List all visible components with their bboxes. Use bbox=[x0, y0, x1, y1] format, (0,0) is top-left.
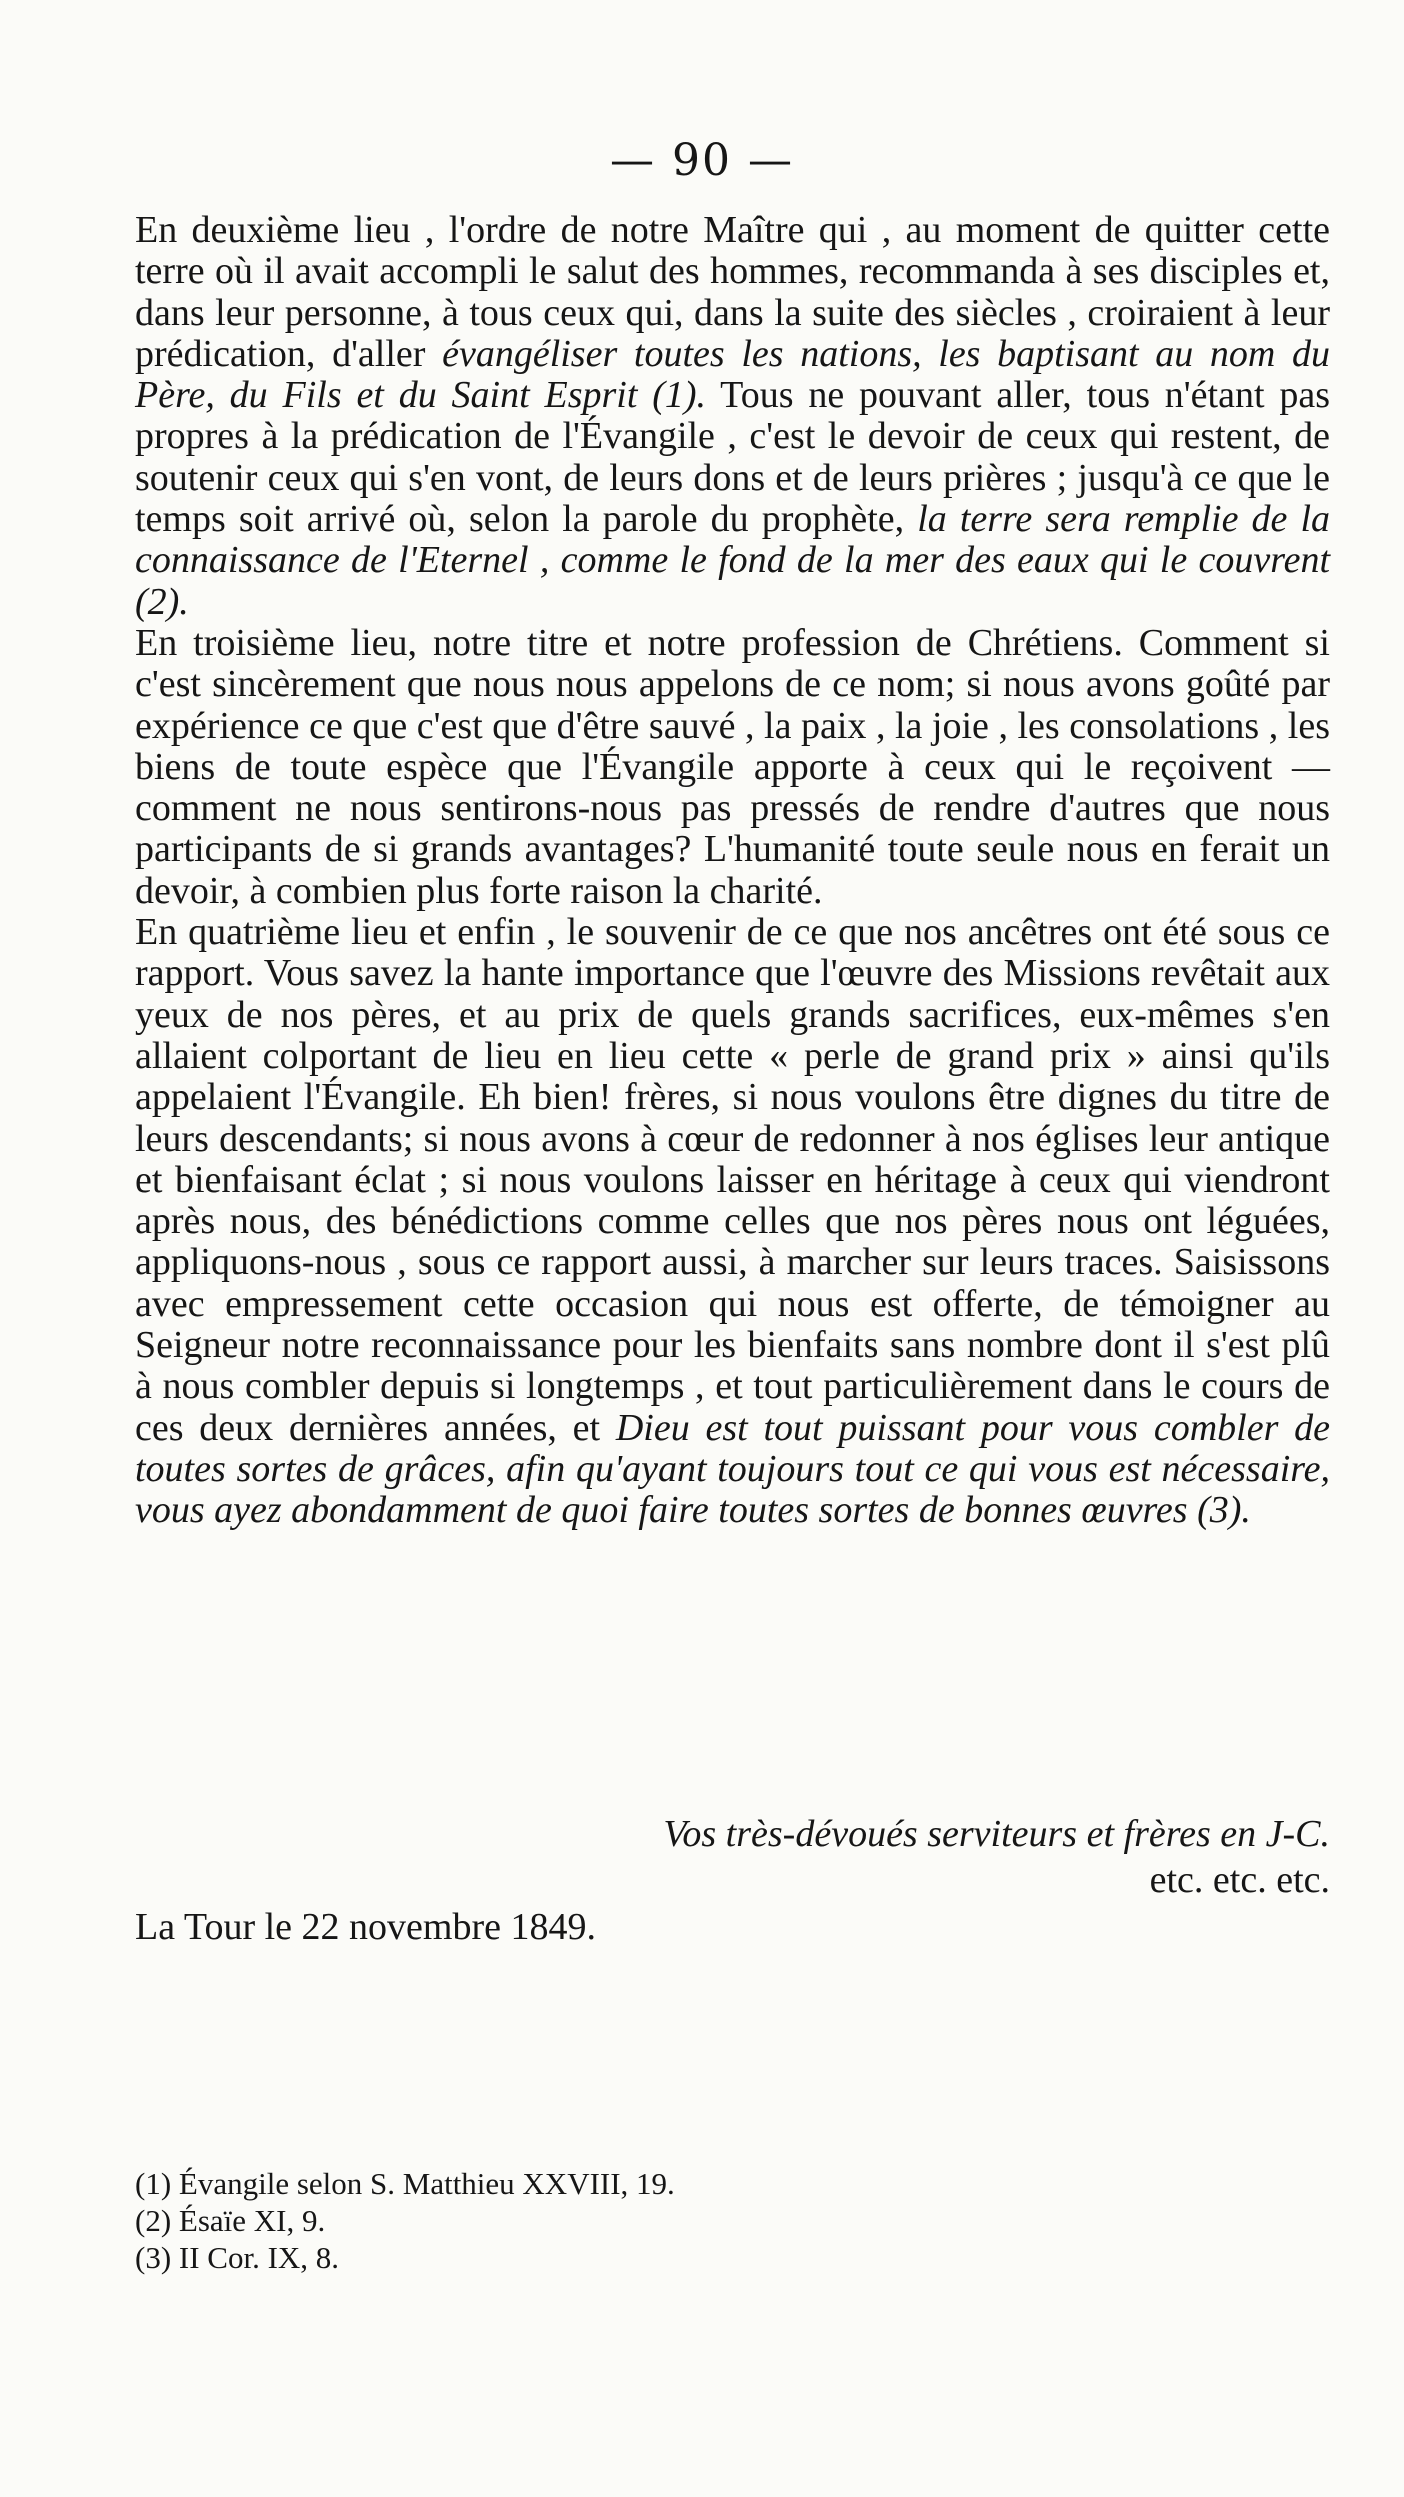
footnote: (3) II Cor. IX, 8. bbox=[135, 2240, 340, 2275]
footnote: (1) Évangile selon S. Matthieu XXVIII, 19. bbox=[135, 2166, 675, 2201]
page-number: — 90 — bbox=[610, 135, 794, 186]
text-segment: En troisième lieu, notre titre et notre profession de Chrétiens. Comment si c'est sincèrement que nous nous appelons de ce nom; si nous avons goûté par expérience ce que c'est que d'être sauvé , la paix , la joie , les consolations , les biens de toute espèce que l'Évangile apporte à ceux qui le reçoivent — comment ne nous sentirons-nous pas pressés de rendre d'autres que nous participants de si grands avantages? L'humanité toute seule nous en ferait un devoir, à combien plus forte raison la charité. bbox=[135, 621, 1330, 912]
footnotes bbox=[135, 2165, 675, 2276]
text-segment: En quatrième lieu et enfin , le souvenir de ce que nos ancêtres ont été sous ce rapport. Vous savez la hante importance que l'œuvre des Missions revêtait aux yeux de nos pères, et au prix de quels grands sacrifices, eux-mêmes s'en allaient colportant de lieu en lieu cette « perle de grand prix » ainsi qu'ils appelaient l'Évangile. Eh bien! frères, si nous voulons être dignes du titre de leurs descendants; si nous avons à cœur de redonner à nos églises leur antique et bienfaisant éclat ; si nous voulons laisser en héritage à ceux qui viendront après nous, des bénédictions comme celles que nos pères nous ont léguées, appliquons-nous , sous ce rapport aussi, à marcher sur leurs traces. Saisissons avec empressement cette occasion qui nous est offerte, de témoigner au Seigneur notre reconnaissance pour les bienfaits sans nombre dont il s'est plû à nous combler depuis si longtemps , et tout particulièrement dans le cours de ces deux dernières années, et bbox=[135, 911, 1330, 1449]
paragraph bbox=[135, 623, 1330, 912]
body-text bbox=[135, 210, 1330, 1532]
text-segment: Tous ne pouvant aller, tous n'étant pas propres à la prédication de l'Évangile , c'est le devoir de ceux qui restent, de soutenir ceux qui s'en vont, de leurs dons et de leurs prières ; jusqu'à ce que le temps soit arrivé où, selon la parole du prophète, bbox=[135, 374, 1330, 541]
text-segment: En deuxième lieu , l'ordre de notre Maître qui , au moment de quitter cette terre où il avait accompli le salut des hommes, recommanda à ses disciples et, dans leur personne, à tous ceux qui, dans la suite des siècles , croiraient à leur prédication, d'aller bbox=[135, 209, 1330, 375]
paragraph bbox=[135, 210, 1330, 623]
italic-segment: évangéliser toutes les nations, les baptisant au nom du Père, du Fils et du Saint Esprit (1). bbox=[135, 332, 1330, 417]
paragraph bbox=[135, 912, 1330, 1531]
italic-segment: Dieu est tout puissant pour vous combler de toutes sortes de grâces, afin qu'ayant toujours tout ce qui vous est nécessaire, vous ayez abondamment de quoi faire toutes sortes de bonnes œuvres (3). bbox=[135, 1406, 1330, 1532]
dateline: La Tour le 22 novembre 1849. bbox=[135, 1906, 596, 1948]
signature-etc: etc. etc. etc. bbox=[1149, 1859, 1330, 1901]
footnote: (2) Ésaïe XI, 9. bbox=[135, 2203, 326, 2238]
italic-segment: la terre sera remplie de la connaissance de l'Eternel , comme le fond de la mer des eaux qui le couvrent (2). bbox=[135, 498, 1330, 623]
signature: Vos très-dévoués serviteurs et frères en J-C. bbox=[663, 1813, 1330, 1855]
